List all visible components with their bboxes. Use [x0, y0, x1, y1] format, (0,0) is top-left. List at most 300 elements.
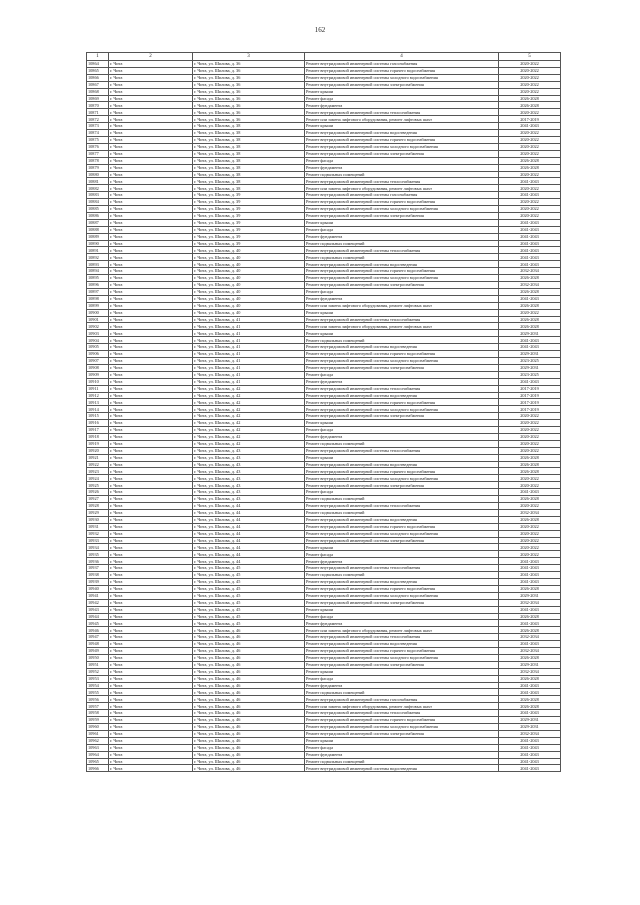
table-row [87, 275, 561, 282]
address-cell: г. Чита, ул. Шилова, д. 46 [193, 751, 305, 758]
municipality-cell: г. Чита [109, 212, 193, 219]
municipality-cell: г. Чита [109, 136, 193, 143]
work-type-cell: Ремонт внутридомовой инженерной системы холодного водоснабжения [305, 654, 499, 661]
municipality-cell: г. Чита [109, 509, 193, 516]
address-cell: г. Чита, ул. Шилова, д. 46 [193, 627, 305, 634]
row-number-cell: 10905 [87, 344, 109, 351]
work-type-cell: Ремонт фасада [305, 551, 499, 558]
period-cell: 2032-2034 [499, 599, 561, 606]
address-cell: г. Чита, ул. Шилова, д. 40 [193, 268, 305, 275]
period-cell: 2041-2043 [499, 606, 561, 613]
row-number-cell: 10901 [87, 316, 109, 323]
period-cell: 2041-2043 [499, 558, 561, 565]
table-row [87, 67, 561, 74]
address-cell: г. Чита, ул. Шилова, д. 42 [193, 440, 305, 447]
period-cell: 2032-2034 [499, 268, 561, 275]
table-row [87, 427, 561, 434]
row-number-cell: 10883 [87, 192, 109, 199]
municipality-cell: г. Чита [109, 206, 193, 213]
row-number-cell: 10921 [87, 454, 109, 461]
municipality-cell: г. Чита [109, 88, 193, 95]
table-row [87, 703, 561, 710]
work-type-cell: Ремонт внутридомовой инженерной системы водоотведения [305, 261, 499, 268]
row-number-cell: 10894 [87, 268, 109, 275]
row-number-cell: 10957 [87, 703, 109, 710]
work-type-cell: Ремонт фасада [305, 489, 499, 496]
table-row [87, 302, 561, 309]
period-cell: 2026-2028 [499, 164, 561, 171]
period-cell: 2026-2028 [499, 102, 561, 109]
work-type-cell: Ремонт внутридомовой инженерной системы водоотведения [305, 461, 499, 468]
municipality-cell: г. Чита [109, 392, 193, 399]
work-type-cell: Ремонт внутридомовой инженерной системы электроснабжения [305, 661, 499, 668]
work-type-cell: Ремонт внутридомовой инженерной системы теплоснабжения [305, 385, 499, 392]
table-row [87, 357, 561, 364]
table-row [87, 309, 561, 316]
row-number-cell: 10907 [87, 357, 109, 364]
period-cell: 2020-2022 [499, 130, 561, 137]
period-cell: 2029-2031 [499, 661, 561, 668]
row-number-cell: 10940 [87, 585, 109, 592]
period-cell: 2041-2043 [499, 233, 561, 240]
row-number-cell: 10864 [87, 61, 109, 68]
work-type-cell: Ремонт фундамента [305, 378, 499, 385]
period-cell: 2020-2022 [499, 171, 561, 178]
period-cell: 2020-2022 [499, 67, 561, 74]
row-number-cell: 10870 [87, 102, 109, 109]
table-row [87, 675, 561, 682]
table-row [87, 578, 561, 585]
municipality-cell: г. Чита [109, 585, 193, 592]
period-cell: 2041-2043 [499, 682, 561, 689]
work-type-cell: Ремонт фасада [305, 613, 499, 620]
table-row [87, 496, 561, 503]
work-type-cell: Ремонт фасада [305, 226, 499, 233]
table-row [87, 130, 561, 137]
municipality-cell: г. Чита [109, 275, 193, 282]
work-type-cell: Ремонт внутридомовой инженерной системы водоотведения [305, 392, 499, 399]
period-cell: 2041-2043 [499, 744, 561, 751]
table-row [87, 717, 561, 724]
row-number-cell: 10873 [87, 123, 109, 130]
period-cell: 2029-2031 [499, 364, 561, 371]
table-row [87, 696, 561, 703]
work-type-cell: Ремонт внутридомовой инженерной системы горячего водоснабжения [305, 136, 499, 143]
table-row [87, 295, 561, 302]
address-cell: г. Чита, ул. Шилова, д. 43 [193, 447, 305, 454]
municipality-cell: г. Чита [109, 717, 193, 724]
address-cell: г. Чита, ул. Шилова, д. 41 [193, 364, 305, 371]
address-cell: г. Чита, ул. Шилова, д. 36 [193, 102, 305, 109]
address-cell: г. Чита, ул. Шилова, д. 36 [193, 67, 305, 74]
period-cell: 2026-2028 [499, 496, 561, 503]
address-cell: г. Чита, ул. Шилова, д. 44 [193, 544, 305, 551]
table-row [87, 226, 561, 233]
work-type-cell: Ремонт крыши [305, 544, 499, 551]
address-cell: г. Чита, ул. Шилова, д. 36 [193, 81, 305, 88]
table-row [87, 558, 561, 565]
municipality-cell: г. Чита [109, 454, 193, 461]
work-type-cell: Ремонт внутридомовой инженерной системы электроснабжения [305, 482, 499, 489]
table-row [87, 447, 561, 454]
table-row [87, 599, 561, 606]
row-number-cell: 10879 [87, 164, 109, 171]
period-cell: 2026-2028 [499, 654, 561, 661]
address-cell: г. Чита, ул. Шилова, д. 46 [193, 730, 305, 737]
row-number-cell: 10945 [87, 620, 109, 627]
table-row [87, 489, 561, 496]
address-cell: г. Чита, ул. Шилова, д. 40 [193, 254, 305, 261]
municipality-cell: г. Чита [109, 254, 193, 261]
row-number-cell: 10869 [87, 95, 109, 102]
address-cell: г. Чита, ул. Шилова, д. 43 [193, 454, 305, 461]
table-row [87, 74, 561, 81]
period-cell: 2041-2043 [499, 254, 561, 261]
period-cell: 2020-2022 [499, 420, 561, 427]
table-row [87, 88, 561, 95]
work-type-cell: Ремонт подвальных помещений [305, 509, 499, 516]
address-cell: г. Чита, ул. Шилова, д. 42 [193, 413, 305, 420]
work-type-cell: Ремонт внутридомовой инженерной системы горячего водоснабжения [305, 199, 499, 206]
row-number-cell: 10918 [87, 433, 109, 440]
work-type-cell: Ремонт фасада [305, 744, 499, 751]
header-cell-number: 1 [87, 53, 109, 61]
table-row [87, 102, 561, 109]
row-number-cell: 10928 [87, 503, 109, 510]
work-type-cell: Ремонт подвальных помещений [305, 171, 499, 178]
table-row [87, 261, 561, 268]
address-cell: г. Чита, ул. Шилова, д. 41 [193, 337, 305, 344]
municipality-cell: г. Чита [109, 661, 193, 668]
municipality-cell: г. Чита [109, 627, 193, 634]
work-type-cell: Ремонт внутридомовой инженерной системы теплоснабжения [305, 710, 499, 717]
period-cell: 2041-2043 [499, 178, 561, 185]
row-number-cell: 10878 [87, 157, 109, 164]
period-cell: 2020-2022 [499, 503, 561, 510]
table-row [87, 171, 561, 178]
row-number-cell: 10953 [87, 675, 109, 682]
municipality-cell: г. Чита [109, 440, 193, 447]
row-number-cell: 10884 [87, 199, 109, 206]
row-number-cell: 10941 [87, 592, 109, 599]
municipality-cell: г. Чита [109, 302, 193, 309]
row-number-cell: 10951 [87, 661, 109, 668]
work-type-cell: Ремонт фундамента [305, 682, 499, 689]
header-cell-municipality: 2 [109, 53, 193, 61]
work-type-cell: Ремонт или замена лифтового оборудования, ремонт лифтовых шахт [305, 323, 499, 330]
address-cell: г. Чита, ул. Шилова, д. 43 [193, 489, 305, 496]
row-number-cell: 10956 [87, 696, 109, 703]
table-row [87, 765, 561, 772]
row-number-cell: 10897 [87, 288, 109, 295]
municipality-cell: г. Чита [109, 475, 193, 482]
table-row [87, 61, 561, 68]
row-number-cell: 10910 [87, 378, 109, 385]
period-cell: 2020-2022 [499, 136, 561, 143]
row-number-cell: 10896 [87, 282, 109, 289]
address-cell: г. Чита, ул. Шилова, д. 41 [193, 378, 305, 385]
period-cell: 2041-2043 [499, 240, 561, 247]
period-cell: 2020-2022 [499, 475, 561, 482]
period-cell: 2032-2034 [499, 648, 561, 655]
address-cell: г. Чита, ул. Шилова, д. 38 [193, 157, 305, 164]
address-cell: г. Чита, ул. Шилова, д. 41 [193, 371, 305, 378]
municipality-cell: г. Чита [109, 551, 193, 558]
period-cell: 2020-2022 [499, 544, 561, 551]
address-cell: г. Чита, ул. Шилова, д. 46 [193, 648, 305, 655]
work-type-cell: Ремонт внутридомовой инженерной системы холодного водоснабжения [305, 724, 499, 731]
work-type-cell: Ремонт внутридомовой инженерной системы электроснабжения [305, 212, 499, 219]
period-cell: 2020-2022 [499, 81, 561, 88]
address-cell: г. Чита, ул. Шилова, д. 46 [193, 710, 305, 717]
row-number-cell: 10888 [87, 226, 109, 233]
row-number-cell: 10866 [87, 74, 109, 81]
table-row [87, 219, 561, 226]
work-type-cell: Ремонт подвальных помещений [305, 572, 499, 579]
address-cell: г. Чита, ул. Шилова, д. 43 [193, 475, 305, 482]
row-number-cell: 10922 [87, 461, 109, 468]
row-number-cell: 10962 [87, 737, 109, 744]
municipality-cell: г. Чита [109, 710, 193, 717]
row-number-cell: 10911 [87, 385, 109, 392]
municipality-cell: г. Чита [109, 648, 193, 655]
table-row [87, 364, 561, 371]
work-type-cell: Ремонт внутридомовой инженерной системы теплоснабжения [305, 316, 499, 323]
address-cell: г. Чита, ул. Шилова, д. 36 [193, 61, 305, 68]
municipality-cell: г. Чита [109, 634, 193, 641]
table-row [87, 710, 561, 717]
address-cell: г. Чита, ул. Шилова, д. 45 [193, 578, 305, 585]
period-cell: 2017-2019 [499, 406, 561, 413]
municipality-cell: г. Чита [109, 309, 193, 316]
work-type-cell: Ремонт внутридомовой инженерной системы теплоснабжения [305, 109, 499, 116]
municipality-cell: г. Чита [109, 81, 193, 88]
table-row [87, 192, 561, 199]
work-type-cell: Ремонт фасада [305, 288, 499, 295]
row-number-cell: 10931 [87, 523, 109, 530]
address-cell: г. Чита, ул. Шилова, д. 40 [193, 261, 305, 268]
table-row [87, 351, 561, 358]
work-type-cell: Ремонт внутридомовой инженерной системы водоотведения [305, 641, 499, 648]
row-number-cell: 10965 [87, 758, 109, 765]
row-number-cell: 10917 [87, 427, 109, 434]
period-cell: 2020-2022 [499, 523, 561, 530]
row-number-cell: 10939 [87, 578, 109, 585]
table-row [87, 378, 561, 385]
municipality-cell: г. Чита [109, 737, 193, 744]
row-number-cell: 10950 [87, 654, 109, 661]
address-cell: г. Чита, ул. Шилова, д. 45 [193, 620, 305, 627]
row-number-cell: 10868 [87, 88, 109, 95]
work-type-cell: Ремонт внутридомовой инженерной системы горячего водоснабжения [305, 351, 499, 358]
table-row [87, 634, 561, 641]
work-type-cell: Ремонт внутридомовой инженерной системы холодного водоснабжения [305, 206, 499, 213]
row-number-cell: 10877 [87, 150, 109, 157]
period-cell: 2026-2028 [499, 696, 561, 703]
page-number: 162 [314, 26, 326, 34]
period-cell: 2020-2022 [499, 150, 561, 157]
table-row [87, 503, 561, 510]
row-number-cell: 10949 [87, 648, 109, 655]
row-number-cell: 10920 [87, 447, 109, 454]
table-row [87, 212, 561, 219]
address-cell: г. Чита, ул. Шилова, д. 42 [193, 385, 305, 392]
row-number-cell: 10872 [87, 116, 109, 123]
table-row [87, 530, 561, 537]
row-number-cell: 10932 [87, 530, 109, 537]
row-number-cell: 10895 [87, 275, 109, 282]
address-cell: г. Чита, ул. Шилова, д. 45 [193, 599, 305, 606]
table-row [87, 157, 561, 164]
row-number-cell: 10930 [87, 516, 109, 523]
work-type-cell: Ремонт внутридомовой инженерной системы горячего водоснабжения [305, 468, 499, 475]
address-cell: г. Чита, ул. Шилова, д. 40 [193, 309, 305, 316]
address-cell: г. Чита, ул. Шилова, д. 36 [193, 88, 305, 95]
address-cell: г. Чита, ул. Шилова, д. 46 [193, 654, 305, 661]
municipality-cell: г. Чита [109, 192, 193, 199]
address-cell: г. Чита, ул. Шилова, д. 39 [193, 219, 305, 226]
municipality-cell: г. Чита [109, 641, 193, 648]
address-cell: г. Чита, ул. Шилова, д. 46 [193, 744, 305, 751]
address-cell: г. Чита, ул. Шилова, д. 45 [193, 606, 305, 613]
municipality-cell: г. Чита [109, 565, 193, 572]
period-cell: 2041-2043 [499, 737, 561, 744]
work-type-cell: Ремонт подвальных помещений [305, 240, 499, 247]
period-cell: 2029-2031 [499, 592, 561, 599]
table-row [87, 433, 561, 440]
table-row [87, 537, 561, 544]
period-cell: 2020-2022 [499, 551, 561, 558]
municipality-cell: г. Чита [109, 503, 193, 510]
work-type-cell: Ремонт подвальных помещений [305, 496, 499, 503]
municipality-cell: г. Чита [109, 364, 193, 371]
work-type-cell: Ремонт внутридомовой инженерной системы холодного водоснабжения [305, 275, 499, 282]
row-number-cell: 10906 [87, 351, 109, 358]
municipality-cell: г. Чита [109, 406, 193, 413]
table-row [87, 592, 561, 599]
address-cell: г. Чита, ул. Шилова, д. 38 [193, 150, 305, 157]
table-row [87, 344, 561, 351]
period-cell: 2026-2028 [499, 627, 561, 634]
period-cell: 2026-2028 [499, 675, 561, 682]
municipality-cell: г. Чита [109, 433, 193, 440]
period-cell: 2020-2022 [499, 427, 561, 434]
row-number-cell: 10929 [87, 509, 109, 516]
period-cell: 2029-2031 [499, 330, 561, 337]
address-cell: г. Чита, ул. Шилова, д. 46 [193, 724, 305, 731]
row-number-cell: 10959 [87, 717, 109, 724]
period-cell: 2020-2022 [499, 88, 561, 95]
municipality-cell: г. Чита [109, 765, 193, 772]
row-number-cell: 10958 [87, 710, 109, 717]
address-cell: г. Чита, ул. Шилова, д. 45 [193, 585, 305, 592]
work-type-cell: Ремонт фундамента [305, 164, 499, 171]
table-row [87, 247, 561, 254]
address-cell: г. Чита, ул. Шилова, д. 42 [193, 399, 305, 406]
period-cell: 2020-2022 [499, 61, 561, 68]
work-type-cell: Ремонт внутридомовой инженерной системы газоснабжения [305, 192, 499, 199]
address-cell: г. Чита, ул. Шилова, д. 44 [193, 509, 305, 516]
row-number-cell: 10876 [87, 143, 109, 150]
period-cell: 2017-2019 [499, 116, 561, 123]
row-number-cell: 10882 [87, 185, 109, 192]
work-type-cell: Ремонт фасада [305, 371, 499, 378]
work-type-cell: Ремонт внутридомовой инженерной системы холодного водоснабжения [305, 143, 499, 150]
period-cell: 2026-2028 [499, 703, 561, 710]
address-cell: г. Чита, ул. Шилова, д. 42 [193, 433, 305, 440]
row-number-cell: 10890 [87, 240, 109, 247]
row-number-cell: 10927 [87, 496, 109, 503]
row-number-cell: 10955 [87, 689, 109, 696]
work-type-cell: Ремонт внутридомовой инженерной системы водоотведения [305, 578, 499, 585]
row-number-cell: 10908 [87, 364, 109, 371]
period-cell: 2026-2028 [499, 288, 561, 295]
municipality-cell: г. Чита [109, 219, 193, 226]
work-type-cell: Ремонт внутридомовой инженерной системы электроснабжения [305, 730, 499, 737]
work-type-cell: Ремонт крыши [305, 88, 499, 95]
work-type-cell: Ремонт подвальных помещений [305, 254, 499, 261]
table-row [87, 81, 561, 88]
period-cell: 2032-2034 [499, 509, 561, 516]
municipality-cell: г. Чита [109, 572, 193, 579]
row-number-cell: 10867 [87, 81, 109, 88]
table-row [87, 620, 561, 627]
work-type-cell: Ремонт фасада [305, 427, 499, 434]
period-cell: 2023-2025 [499, 371, 561, 378]
address-cell: г. Чита, ул. Шилова, д. 45 [193, 565, 305, 572]
municipality-cell: г. Чита [109, 240, 193, 247]
address-cell: г. Чита, ул. Шилова, д. 44 [193, 558, 305, 565]
municipality-cell: г. Чита [109, 530, 193, 537]
municipality-cell: г. Чита [109, 316, 193, 323]
period-cell: 2041-2043 [499, 344, 561, 351]
work-type-cell: Ремонт внутридомовой инженерной системы холодного водоснабжения [305, 530, 499, 537]
address-cell: г. Чита, ул. Шилова, д. 44 [193, 516, 305, 523]
row-number-cell: 10912 [87, 392, 109, 399]
address-cell: г. Чита, ул. Шилова, д. 42 [193, 406, 305, 413]
address-cell: г. Чита, ул. Шилова, д. 39 [193, 192, 305, 199]
table-row [87, 95, 561, 102]
table-row [87, 109, 561, 116]
address-cell: г. Чита, ул. Шилова, д. 38 [193, 178, 305, 185]
work-type-cell: Ремонт крыши [305, 737, 499, 744]
address-cell: г. Чита, ул. Шилова, д. 41 [193, 316, 305, 323]
address-cell: г. Чита, ул. Шилова, д. 41 [193, 323, 305, 330]
address-cell: г. Чита, ул. Шилова, д. 43 [193, 482, 305, 489]
municipality-cell: г. Чита [109, 282, 193, 289]
period-cell: 2041-2043 [499, 751, 561, 758]
municipality-cell: г. Чита [109, 682, 193, 689]
period-cell: 2041-2043 [499, 378, 561, 385]
period-cell: 2041-2043 [499, 489, 561, 496]
municipality-cell: г. Чита [109, 654, 193, 661]
address-cell: г. Чита, ул. Шилова, д. 42 [193, 420, 305, 427]
period-cell: 2020-2022 [499, 212, 561, 219]
table-row [87, 744, 561, 751]
address-cell: г. Чита, ул. Шилова, д. 36 [193, 116, 305, 123]
period-cell: 2020-2022 [499, 143, 561, 150]
table-header-row [87, 53, 561, 61]
address-cell: г. Чита, ул. Шилова, д. 46 [193, 703, 305, 710]
period-cell: 2041-2043 [499, 247, 561, 254]
work-type-cell: Ремонт внутридомовой инженерной системы теплоснабжения [305, 503, 499, 510]
address-cell: г. Чита, ул. Шилова, д. 38 [193, 136, 305, 143]
row-number-cell: 10943 [87, 606, 109, 613]
municipality-cell: г. Чита [109, 668, 193, 675]
period-cell: 2032-2034 [499, 668, 561, 675]
period-cell: 2020-2022 [499, 440, 561, 447]
table-row [87, 689, 561, 696]
